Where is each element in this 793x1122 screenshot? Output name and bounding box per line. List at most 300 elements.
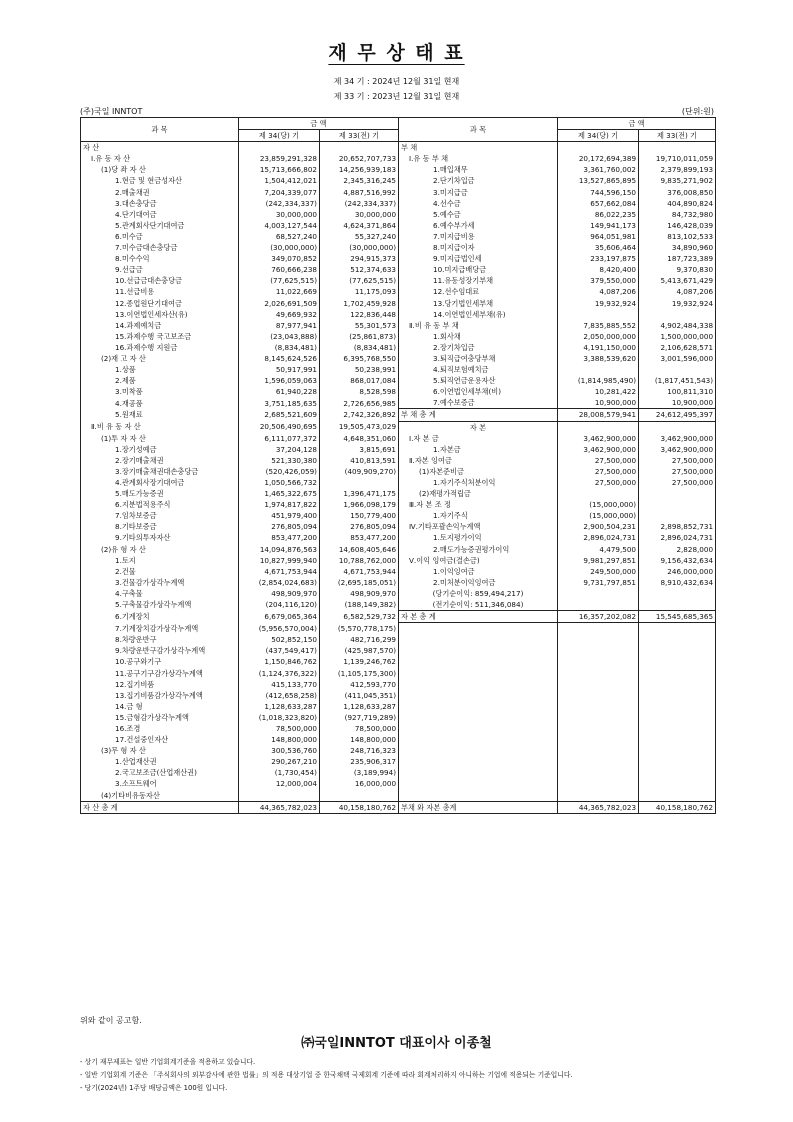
- liability-equity-item-current: [558, 588, 639, 599]
- header-current-left: 제 34(당) 기: [239, 130, 320, 142]
- liability-equity-item-prior: 4,087,206: [639, 286, 716, 297]
- asset-item-prior: 50,238,991: [320, 364, 399, 375]
- liability-equity-item-current: 19,932,924: [558, 298, 639, 309]
- asset-item-current: (1,018,323,820): [239, 712, 320, 723]
- liability-equity-item-label: Ⅴ.이익 잉여금(결손금): [399, 555, 558, 566]
- empty-cell: [399, 723, 558, 734]
- table-row: [81, 309, 716, 320]
- liability-equity-item-label: 2.미처분이익잉여금: [399, 577, 558, 588]
- table-row: [81, 510, 716, 521]
- asset-item-label: 16.조경: [81, 723, 239, 734]
- liability-equity-item-current: 9,731,797,851: [558, 577, 639, 588]
- asset-item-current: (437,549,417): [239, 645, 320, 656]
- empty-cell: [639, 734, 716, 745]
- empty-cell: [639, 745, 716, 756]
- asset-item-label: 자 산: [81, 142, 239, 154]
- liability-equity-item-prior: 100,811,310: [639, 386, 716, 397]
- asset-item-current: 1,504,412,021: [239, 175, 320, 186]
- asset-item-current: [239, 142, 320, 154]
- asset-item-label: 2.제품: [81, 375, 239, 386]
- asset-item-current: 300,536,760: [239, 745, 320, 756]
- asset-item-prior: 2,742,326,892: [320, 409, 399, 421]
- asset-item-prior: 78,500,000: [320, 723, 399, 734]
- liability-equity-item-label: 자 본 총 계: [399, 611, 558, 623]
- asset-item-prior: (2,695,185,051): [320, 577, 399, 588]
- empty-cell: [558, 767, 639, 778]
- asset-item-prior: (30,000,000): [320, 242, 399, 253]
- liability-equity-item-current: [558, 309, 639, 320]
- asset-item-current: 50,917,991: [239, 364, 320, 375]
- asset-item-prior: 14,256,939,183: [320, 164, 399, 175]
- asset-item-prior: 1,396,471,175: [320, 488, 399, 499]
- table-row: [81, 153, 716, 164]
- liability-equity-item-prior: 404,890,824: [639, 198, 716, 209]
- liability-equity-item-label: (2)재평가적립금: [399, 488, 558, 499]
- asset-item-prior: 853,477,200: [320, 532, 399, 543]
- header-current-right: 제 34(당) 기: [558, 130, 639, 142]
- note-item: - 당기(2024년) 1주당 배당금액은 100원 입니다.: [80, 1084, 228, 1092]
- liability-equity-item-label: (당기순이익: 859,494,217): [399, 588, 558, 599]
- liability-equity-item-label: 1.자기주식: [399, 510, 558, 521]
- liability-equity-item-prior: 2,896,024,731: [639, 532, 716, 543]
- asset-item-label: 13.집기비품감가상각누계액: [81, 690, 239, 701]
- table-row: [81, 488, 716, 499]
- liability-equity-item-prior: 27,500,000: [639, 466, 716, 477]
- asset-item-label: 9.차량운반구감가상각누계액: [81, 645, 239, 656]
- empty-cell: [399, 745, 558, 756]
- table-row: [81, 499, 716, 510]
- asset-item-label: 2.매출채권: [81, 187, 239, 198]
- asset-item-current: (77,625,515): [239, 275, 320, 286]
- asset-item-prior: 122,836,448: [320, 309, 399, 320]
- asset-item-prior: 148,800,000: [320, 734, 399, 745]
- asset-item-label: Ⅱ.비 유 동 자 산: [81, 421, 239, 433]
- empty-cell: [558, 623, 639, 635]
- empty-cell: [399, 767, 558, 778]
- asset-item-prior: 20,652,707,733: [320, 153, 399, 164]
- liability-equity-item-label: 1.자기주식처분이익: [399, 477, 558, 488]
- table-row: [81, 477, 716, 488]
- table-row: [81, 375, 716, 386]
- asset-item-prior: 16,000,000: [320, 778, 399, 789]
- table-row: [81, 679, 716, 690]
- asset-item-label: 9.선급금: [81, 264, 239, 275]
- liability-equity-item-prior: 84,732,980: [639, 209, 716, 220]
- empty-cell: [639, 790, 716, 802]
- liability-equity-item-label: 자 본: [399, 421, 558, 433]
- asset-item-label: 9.기타의투자자산: [81, 532, 239, 543]
- table-row: [81, 397, 716, 409]
- liability-equity-item-current: 233,197,875: [558, 253, 639, 264]
- empty-cell: [558, 745, 639, 756]
- asset-item-prior: 10,788,762,000: [320, 555, 399, 566]
- asset-item-current: 276,805,094: [239, 521, 320, 532]
- asset-item-prior: (188,149,382): [320, 599, 399, 611]
- liability-equity-item-current: 13,527,865,895: [558, 175, 639, 186]
- empty-cell: [558, 723, 639, 734]
- asset-item-current: 1,050,566,732: [239, 477, 320, 488]
- liability-equity-item-label: 1.토지평가이익: [399, 532, 558, 543]
- asset-item-label: 16.과제수행 지원금: [81, 342, 239, 353]
- table-row: [81, 599, 716, 611]
- liability-equity-item-prior: [639, 499, 716, 510]
- asset-item-current: 6,679,065,364: [239, 611, 320, 623]
- liability-equity-item-prior: 9,156,432,634: [639, 555, 716, 566]
- liability-equity-item-label: Ⅱ.비 유 동 부 채: [399, 320, 558, 331]
- table-row: [81, 611, 716, 623]
- asset-item-label: 2.국고보조금(산업재산권): [81, 767, 239, 778]
- empty-cell: [639, 778, 716, 789]
- asset-item-label: 5.관계회사단기대여금: [81, 220, 239, 231]
- company-name: (주)국일 INNTOT: [80, 107, 143, 116]
- asset-item-prior: 294,915,373: [320, 253, 399, 264]
- asset-item-current: 7,204,339,077: [239, 187, 320, 198]
- asset-item-label: 4.재공품: [81, 397, 239, 409]
- liability-equity-item-current: (15,000,000): [558, 510, 639, 521]
- table-row: [81, 409, 716, 421]
- liabilities-equity-total-current: 44,365,782,023: [558, 801, 639, 813]
- empty-cell: [399, 690, 558, 701]
- asset-item-prior: 11,175,093: [320, 286, 399, 297]
- empty-cell: [639, 679, 716, 690]
- liability-equity-item-prior: 246,000,000: [639, 566, 716, 577]
- liability-equity-item-current: 2,896,024,731: [558, 532, 639, 543]
- assets-total-current: 44,365,782,023: [239, 801, 320, 813]
- liability-equity-item-prior: (1,817,451,543): [639, 375, 716, 386]
- asset-item-label: 6.지분법적용주식: [81, 499, 239, 510]
- liability-equity-item-current: 10,281,422: [558, 386, 639, 397]
- table-row: [81, 712, 716, 723]
- empty-cell: [399, 712, 558, 723]
- asset-item-label: 1.산업재산권: [81, 756, 239, 767]
- asset-item-prior: 2,345,316,245: [320, 175, 399, 186]
- asset-item-label: 1.장기성예금: [81, 444, 239, 455]
- asset-item-label: 5.원재료: [81, 409, 239, 421]
- empty-cell: [639, 723, 716, 734]
- balance-sheet-body: [81, 142, 716, 801]
- liability-equity-item-label: 5.퇴직연금운용자산: [399, 375, 558, 386]
- asset-item-label: 8.차량운반구: [81, 634, 239, 645]
- liability-equity-item-prior: 146,428,039: [639, 220, 716, 231]
- liability-equity-item-current: 9,981,297,851: [558, 555, 639, 566]
- table-row: [81, 286, 716, 297]
- liability-equity-item-label: 1.회사채: [399, 331, 558, 342]
- grand-total-row: [81, 801, 716, 813]
- liability-equity-item-current: 28,008,579,941: [558, 409, 639, 421]
- asset-item-current: 2,026,691,509: [239, 298, 320, 309]
- liability-equity-item-current: (15,000,000): [558, 499, 639, 510]
- asset-item-label: 12.종업원단기대여금: [81, 298, 239, 309]
- assets-total-prior: 40,158,180,762: [320, 801, 399, 813]
- asset-item-prior: 868,017,084: [320, 375, 399, 386]
- asset-item-label: 3.대손충당금: [81, 198, 239, 209]
- empty-cell: [639, 690, 716, 701]
- table-row: [81, 656, 716, 667]
- liability-equity-item-current: 3,361,760,002: [558, 164, 639, 175]
- empty-cell: [639, 701, 716, 712]
- empty-cell: [399, 701, 558, 712]
- asset-item-label: (1)당 좌 자 산: [81, 164, 239, 175]
- liability-equity-item-label: 2.매도가능증권평가이익: [399, 544, 558, 555]
- liability-equity-item-label: 7.예수보증금: [399, 397, 558, 409]
- table-row: [81, 623, 716, 635]
- liability-equity-item-label: 8.미지급이자: [399, 242, 558, 253]
- asset-item-prior: [320, 790, 399, 802]
- empty-cell: [399, 645, 558, 656]
- liability-equity-item-current: 2,050,000,000: [558, 331, 639, 342]
- asset-item-current: 23,859,291,328: [239, 153, 320, 164]
- asset-item-current: 15,713,666,802: [239, 164, 320, 175]
- liability-equity-item-label: 12.선수임대료: [399, 286, 558, 297]
- asset-item-label: 8.기타보증금: [81, 521, 239, 532]
- empty-cell: [558, 656, 639, 667]
- asset-item-current: 20,506,490,695: [239, 421, 320, 433]
- asset-item-prior: 482,716,299: [320, 634, 399, 645]
- asset-item-prior: [320, 477, 399, 488]
- table-row: [81, 544, 716, 555]
- table-row: [81, 253, 716, 264]
- asset-item-current: (520,426,059): [239, 466, 320, 477]
- table-row: [81, 745, 716, 756]
- liability-equity-item-current: [558, 142, 639, 154]
- asset-item-current: 498,909,970: [239, 588, 320, 599]
- table-row: [81, 645, 716, 656]
- liability-equity-item-label: 13.당기법인세부채: [399, 298, 558, 309]
- liability-equity-item-prior: [639, 364, 716, 375]
- asset-item-current: 61,940,228: [239, 386, 320, 397]
- asset-item-prior: 498,909,970: [320, 588, 399, 599]
- asset-item-current: 10,827,999,940: [239, 555, 320, 566]
- asset-item-current: 1,150,846,762: [239, 656, 320, 667]
- liability-equity-item-current: 20,172,694,389: [558, 153, 639, 164]
- asset-item-label: (3)무 형 자 산: [81, 745, 239, 756]
- asset-item-current: 4,003,127,544: [239, 220, 320, 231]
- empty-cell: [399, 656, 558, 667]
- empty-cell: [399, 634, 558, 645]
- notes-block: [80, 1056, 573, 1095]
- header-subject-right: 과 목: [399, 118, 558, 142]
- asset-item-current: 1,128,633,287: [239, 701, 320, 712]
- empty-cell: [399, 668, 558, 679]
- liability-equity-item-label: 14.이연법인세부채(유): [399, 309, 558, 320]
- liability-equity-item-label: Ⅱ.자본 잉여금: [399, 455, 558, 466]
- table-row: [81, 421, 716, 433]
- empty-cell: [639, 668, 716, 679]
- header-prior-left: 제 33(전) 기: [320, 130, 399, 142]
- asset-item-prior: (411,045,351): [320, 690, 399, 701]
- asset-item-label: 1.상품: [81, 364, 239, 375]
- table-row: [81, 778, 716, 789]
- asset-item-prior: 30,000,000: [320, 209, 399, 220]
- asset-item-current: 451,979,400: [239, 510, 320, 521]
- asset-item-prior: 14,608,405,646: [320, 544, 399, 555]
- liability-equity-item-label: 6.예수부가세: [399, 220, 558, 231]
- table-row: [81, 433, 716, 444]
- liability-equity-item-current: 27,500,000: [558, 466, 639, 477]
- asset-item-prior: 1,702,459,928: [320, 298, 399, 309]
- liability-equity-item-current: 10,900,000: [558, 397, 639, 409]
- asset-item-current: [239, 790, 320, 802]
- liability-equity-item-label: 3.퇴직급여충당부채: [399, 353, 558, 364]
- asset-item-label: 7.기계장치감가상각누계액: [81, 623, 239, 635]
- liability-equity-item-label: 10.미지급배당금: [399, 264, 558, 275]
- liability-equity-item-label: 부 채 총 계: [399, 409, 558, 421]
- asset-item-current: 14,094,876,563: [239, 544, 320, 555]
- asset-item-current: 3,751,185,635: [239, 397, 320, 409]
- period-prior: 제 33 기 : 2023년 12월 31일 현재: [333, 92, 460, 101]
- liability-equity-item-current: 249,500,000: [558, 566, 639, 577]
- asset-item-prior: 412,593,770: [320, 679, 399, 690]
- liability-equity-item-prior: 3,001,596,000: [639, 353, 716, 364]
- asset-item-label: (1)투 자 자 산: [81, 433, 239, 444]
- header-prior-right: 제 33(전) 기: [639, 130, 716, 142]
- asset-item-label: 6.기계장치: [81, 611, 239, 623]
- empty-cell: [399, 734, 558, 745]
- asset-item-prior: [320, 142, 399, 154]
- liability-equity-item-prior: 3,462,900,000: [639, 433, 716, 444]
- asset-item-prior: 6,395,768,550: [320, 353, 399, 364]
- empty-cell: [639, 756, 716, 767]
- asset-item-prior: 4,671,753,944: [320, 566, 399, 577]
- liability-equity-item-prior: 3,462,900,000: [639, 444, 716, 455]
- liability-equity-item-prior: [639, 421, 716, 433]
- asset-item-label: 14.금 형: [81, 701, 239, 712]
- asset-item-prior: (77,625,515): [320, 275, 399, 286]
- asset-item-prior: 1,139,246,762: [320, 656, 399, 667]
- liability-equity-item-label: 1.자본금: [399, 444, 558, 455]
- table-row: [81, 175, 716, 186]
- asset-item-current: (5,956,570,004): [239, 623, 320, 635]
- liability-equity-item-label: Ⅰ.자 본 금: [399, 433, 558, 444]
- asset-item-prior: 410,813,591: [320, 455, 399, 466]
- unit-label: (단위:원): [681, 107, 714, 116]
- empty-cell: [399, 790, 558, 802]
- empty-cell: [558, 712, 639, 723]
- empty-cell: [639, 634, 716, 645]
- asset-item-current: 87,977,941: [239, 320, 320, 331]
- asset-item-current: (8,834,481): [239, 342, 320, 353]
- empty-cell: [639, 645, 716, 656]
- empty-cell: [399, 623, 558, 635]
- asset-item-prior: 55,327,240: [320, 231, 399, 242]
- table-row: [81, 342, 716, 353]
- liability-equity-item-prior: 24,612,495,397: [639, 409, 716, 421]
- asset-item-label: 17.건설중인자산: [81, 734, 239, 745]
- asset-item-prior: 2,726,656,985: [320, 397, 399, 409]
- liability-equity-item-current: 35,606,464: [558, 242, 639, 253]
- asset-item-current: 349,070,852: [239, 253, 320, 264]
- asset-item-prior: 150,779,400: [320, 510, 399, 521]
- table-row: [81, 164, 716, 175]
- asset-item-current: 49,669,932: [239, 309, 320, 320]
- asset-item-prior: 55,301,573: [320, 320, 399, 331]
- asset-item-prior: 1,966,098,179: [320, 499, 399, 510]
- liability-equity-item-current: 2,900,504,231: [558, 521, 639, 532]
- empty-cell: [558, 690, 639, 701]
- asset-item-label: 6.미수금: [81, 231, 239, 242]
- asset-item-current: 30,000,000: [239, 209, 320, 220]
- asset-item-label: (4)기타비유동자산: [81, 790, 239, 802]
- empty-cell: [558, 634, 639, 645]
- asset-item-current: 521,330,380: [239, 455, 320, 466]
- asset-item-label: 15.과제수행 국고보조금: [81, 331, 239, 342]
- asset-item-label: 3.미착품: [81, 386, 239, 397]
- table-row: [81, 668, 716, 679]
- asset-item-label: 7.미수금대손충당금: [81, 242, 239, 253]
- asset-item-prior: (242,334,337): [320, 198, 399, 209]
- liability-equity-item-current: 4,479,500: [558, 544, 639, 555]
- asset-item-label: (2)재 고 자 산: [81, 353, 239, 364]
- liability-equity-item-prior: 19,932,924: [639, 298, 716, 309]
- asset-item-current: (412,658,258): [239, 690, 320, 701]
- liability-equity-item-label: Ⅳ.기타포괄손익누계액: [399, 521, 558, 532]
- liability-equity-item-current: 27,500,000: [558, 477, 639, 488]
- liability-equity-item-label: 7.미지급비용: [399, 231, 558, 242]
- announcement-note: 위와 같이 공고함.: [80, 1016, 142, 1025]
- asset-item-current: 11,022,669: [239, 286, 320, 297]
- asset-item-label: 11.공구기구감가상각누계액: [81, 668, 239, 679]
- note-item: - 상기 재무제표는 일반 기업회계기준을 적용하고 있습니다.: [80, 1058, 256, 1066]
- liability-equity-item-current: 4,087,206: [558, 286, 639, 297]
- liability-equity-item-prior: [639, 599, 716, 611]
- asset-item-label: 2.건물: [81, 566, 239, 577]
- empty-cell: [558, 778, 639, 789]
- liability-equity-item-current: 8,420,400: [558, 264, 639, 275]
- note-item: - 일반 기업회계 기준은 「주식회사의 외부감사에 관한 법률」의 적용 대상기업 중 한국채택 국제회계 기준에 따라 회계처리하지 아니하는 기업에 적용되는 기준입니다.: [80, 1071, 573, 1079]
- signature-line: ㈜국일INNTOT 대표이사 이종철: [301, 1036, 492, 1051]
- asset-item-current: (30,000,000): [239, 242, 320, 253]
- liability-equity-item-prior: 2,106,628,571: [639, 342, 716, 353]
- company-line: [80, 106, 714, 117]
- asset-item-current: 502,852,150: [239, 634, 320, 645]
- asset-item-current: 415,133,770: [239, 679, 320, 690]
- liability-equity-item-prior: [639, 588, 716, 599]
- empty-cell: [558, 756, 639, 767]
- asset-item-label: 3.건물감가상각누계액: [81, 577, 239, 588]
- liability-equity-item-prior: 2,828,000: [639, 544, 716, 555]
- liability-equity-item-label: (1)자본준비금: [399, 466, 558, 477]
- asset-item-label: 3.소프트웨어: [81, 778, 239, 789]
- asset-item-prior: 19,505,473,029: [320, 421, 399, 433]
- asset-item-current: (204,116,120): [239, 599, 320, 611]
- asset-item-current: 6,111,077,372: [239, 433, 320, 444]
- liability-equity-item-prior: 187,723,389: [639, 253, 716, 264]
- asset-item-current: 1,596,059,063: [239, 375, 320, 386]
- liability-equity-item-current: 964,051,981: [558, 231, 639, 242]
- table-row: [81, 566, 716, 577]
- table-row: [81, 455, 716, 466]
- asset-item-prior: 512,374,633: [320, 264, 399, 275]
- asset-item-label: 15.금형감가상각누계액: [81, 712, 239, 723]
- period-current: 제 34 기 : 2024년 12월 31일 현재: [333, 77, 460, 86]
- asset-item-current: 78,500,000: [239, 723, 320, 734]
- liability-equity-item-current: 16,357,202,082: [558, 611, 639, 623]
- table-row: [81, 790, 716, 802]
- liability-equity-item-label: 3.미지급금: [399, 187, 558, 198]
- liability-equity-item-prior: 2,898,852,731: [639, 521, 716, 532]
- asset-item-current: 290,267,210: [239, 756, 320, 767]
- table-row: [81, 264, 716, 275]
- empty-cell: [558, 701, 639, 712]
- liability-equity-item-prior: 4,902,484,338: [639, 320, 716, 331]
- asset-item-label: 1.현금 및 현금성자산: [81, 175, 239, 186]
- table-row: [81, 142, 716, 154]
- table-row: [81, 209, 716, 220]
- asset-item-prior: (1,105,175,300): [320, 668, 399, 679]
- asset-item-prior: (409,909,270): [320, 466, 399, 477]
- table-row: [81, 386, 716, 397]
- table-row: [81, 466, 716, 477]
